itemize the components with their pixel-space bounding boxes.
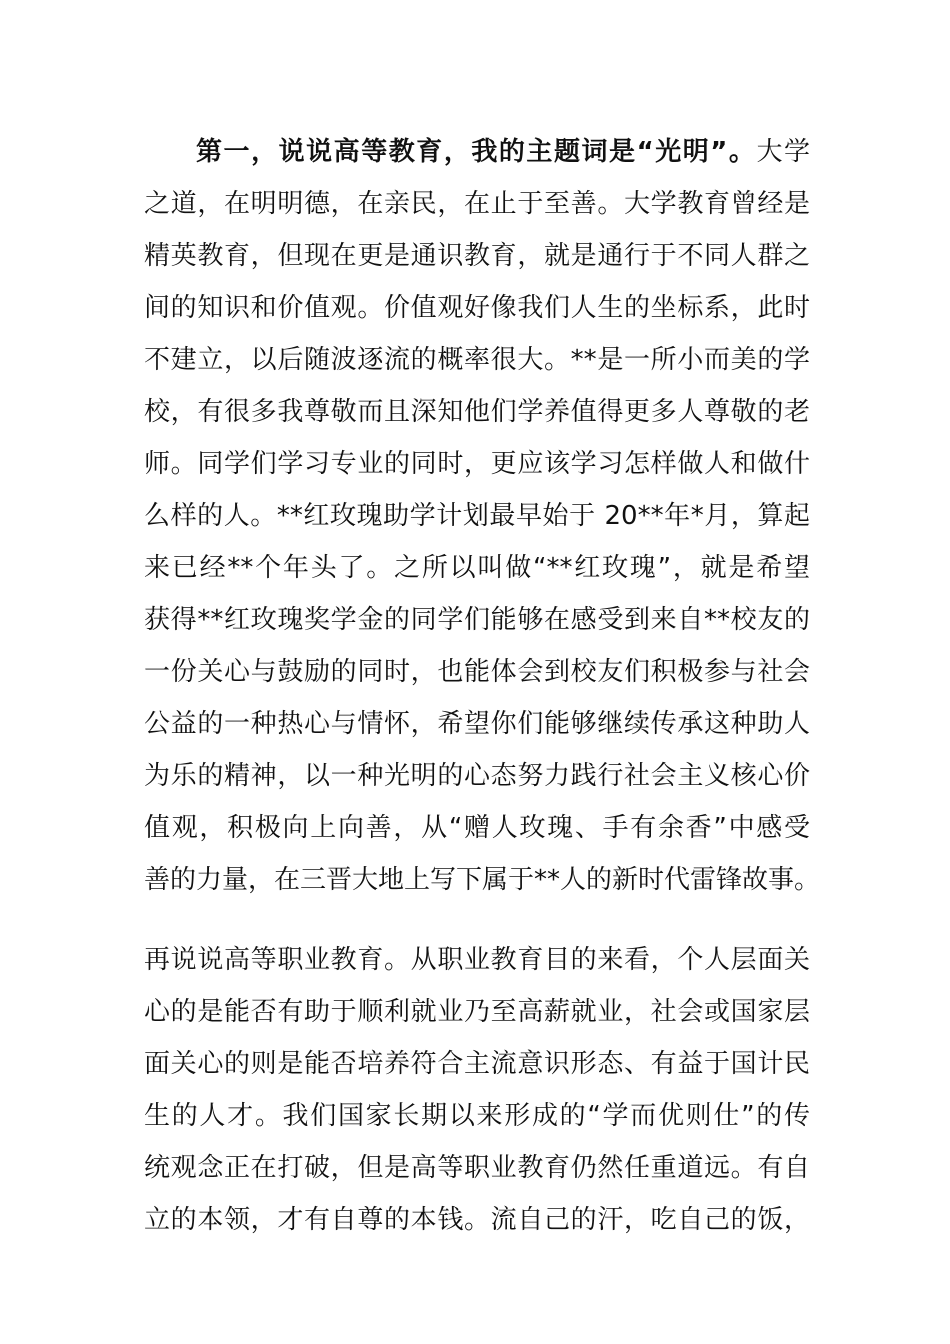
paragraph-line: 来已经**个年头了。之所以叫做“**红玫瑰”，就是希望 bbox=[144, 553, 810, 583]
paragraph-line: 师。同学们学习专业的同时，更应该学习怎样做人和做什 bbox=[144, 449, 810, 479]
paragraph-line: 校，有很多我尊敬而且深知他们学养值得更多人尊敬的老 bbox=[144, 397, 810, 427]
paragraph-line: 值观，积极向上向善，从“赠人玫瑰、手有余香”中感受 bbox=[144, 813, 810, 843]
paragraph-line: 精英教育，但现在更是通识教育，就是通行于不同人群之 bbox=[144, 241, 810, 271]
paragraph-line: 生的人才。我们国家长期以来形成的“学而优则仕”的传 bbox=[144, 1101, 810, 1131]
paragraph-line: 不建立，以后随波逐流的概率很大。**是一所小而美的学 bbox=[144, 345, 810, 375]
paragraph-line: 再说说高等职业教育。从职业教育目的来看，个人层面关 bbox=[144, 945, 810, 975]
paragraph-heading: 第一，说说高等教育，我的主题词是“光明”。 bbox=[196, 137, 757, 167]
paragraph-line: 间的知识和价值观。价值观好像我们人生的坐标系，此时 bbox=[144, 293, 810, 323]
paragraph-line: 善的力量，在三晋大地上写下属于**人的新时代雷锋故事。 bbox=[144, 865, 821, 895]
paragraph-line: 面关心的则是能否培养符合主流意识形态、有益于国计民 bbox=[144, 1049, 810, 1079]
paragraph-line: 统观念正在打破，但是高等职业教育仍然任重道远。有自 bbox=[144, 1153, 810, 1183]
paragraph-line: 获得**红玫瑰奖学金的同学们能够在感受到来自**校友的 bbox=[144, 605, 810, 635]
paragraph-second bbox=[144, 934, 810, 1246]
paragraph-line: 一份关心与鼓励的同时，也能体会到校友们积极参与社会 bbox=[144, 657, 810, 687]
paragraph-line: 为乐的精神，以一种光明的心态努力践行社会主义核心价 bbox=[144, 761, 810, 791]
paragraph-line: 立的本领，才有自尊的本钱。流自己的汗，吃自己的饭， bbox=[144, 1205, 810, 1235]
paragraph-first-line-1 bbox=[144, 126, 810, 178]
paragraph-line: 公益的一种热心与情怀，希望你们能够继续传承这种助人 bbox=[144, 709, 810, 739]
paragraph-line: 心的是能否有助于顺利就业乃至高薪就业，社会或国家层 bbox=[144, 997, 810, 1027]
paragraph-first bbox=[144, 126, 821, 906]
paragraph-line: 么样的人。**红玫瑰助学计划最早始于 20**年*月，算起 bbox=[144, 501, 810, 531]
paragraph-line: 之道，在明明德，在亲民，在止于至善。大学教育曾经是 bbox=[144, 189, 810, 219]
paragraph-text: 大学 bbox=[756, 137, 810, 167]
